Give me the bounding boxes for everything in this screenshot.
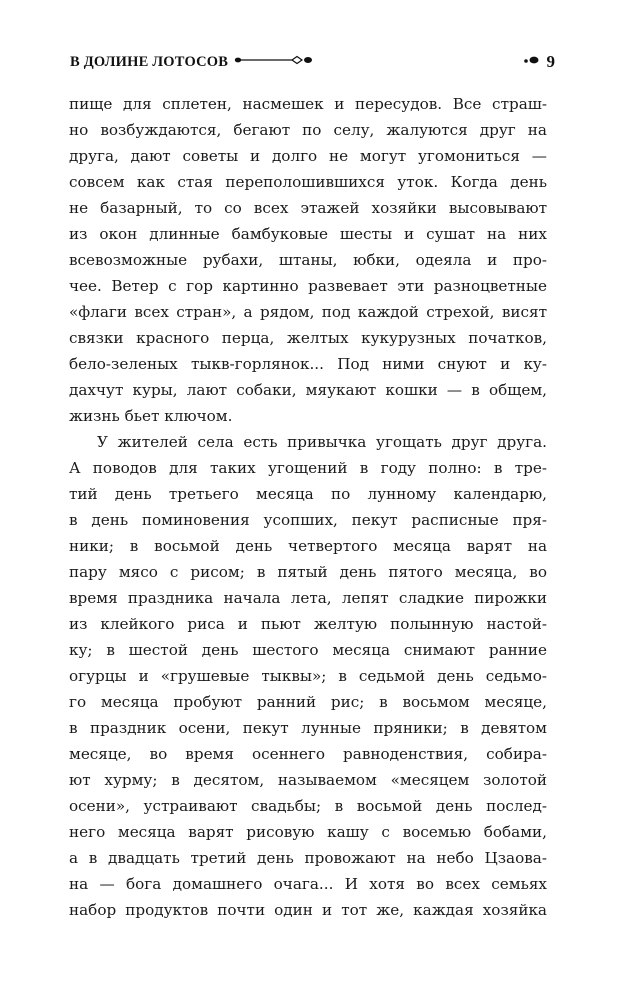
page-number: 9 — [546, 52, 555, 71]
text-line: осени», устраивают свадьбы; в восьмой день послед- — [69, 797, 547, 815]
text-line: него месяца варят рисовую кашу с восемью бобами, — [69, 823, 547, 841]
text-line: жизнь бьет ключом. — [69, 407, 233, 425]
running-head-right — [517, 52, 556, 72]
text-line: тий день третьего месяца по лунному календарю, — [69, 485, 547, 503]
text-line: не базарный, то со всех этажей хозяйки высовывают — [69, 199, 547, 217]
running-head — [70, 50, 555, 74]
body-text — [69, 91, 547, 923]
text-line: в праздник осени, пекут лунные пряники; в девятом — [69, 719, 547, 737]
text-line: пару мясо с рисом; в пятый день пятого месяца, во — [69, 563, 547, 581]
text-line: друга, дают советы и долго не могут угомониться — — [69, 147, 547, 165]
text-line: месяце, во время осеннего равноденствия, собира- — [69, 745, 547, 763]
text-line: совсем как стая переполошившихся уток. Когда день — [69, 173, 547, 191]
text-line: в день поминовения усопших, пекут расписные пря- — [69, 511, 547, 529]
text-line-paragraph-start: У жителей села есть привычка угощать друг друга. — [97, 433, 547, 451]
text-line: пище для сплетен, насмешек и пересудов. Все страш- — [69, 95, 547, 113]
text-line: связки красного перца, желтых кукурузных початков, — [69, 329, 547, 347]
text-line: из окон длинные бамбуковые шесты и сушат на них — [69, 225, 547, 243]
running-title: В ДОЛИНЕ ЛОТОСОВ — [70, 53, 229, 70]
text-line: ники; в восьмой день четвертого месяца варят на — [69, 537, 547, 555]
text-line: бело-зеленых тыкв-горлянок... Под ними снуют и ку- — [69, 355, 547, 373]
running-head-left — [70, 53, 316, 71]
text-line: го месяца пробуют ранний рис; в восьмом месяце, — [69, 693, 547, 711]
text-line: «флаги всех стран», а рядом, под каждой стрехой, висят — [69, 303, 547, 321]
text-line: дахчут куры, лают собаки, мяукают кошки — в общем, — [69, 381, 547, 399]
text-line: всевозможные рубахи, штаны, юбки, одеяла и про- — [69, 251, 547, 269]
ornament-dots-icon — [523, 53, 541, 71]
text-line: чее. Ветер с гор картинно развевает эти разноцветные — [69, 277, 547, 295]
text-line: а в двадцать третий день провожают на небо Цзаова- — [69, 849, 547, 867]
text-line: ют хурму; в десятом, называемом «месяцем золотой — [69, 771, 547, 789]
text-line: ку; в шестой день шестого месяца снимают ранние — [69, 641, 547, 659]
text-line: из клейкого риса и пьют желтую полынную настой- — [69, 615, 547, 633]
text-line: огурцы и «грушевые тыквы»; в седьмой день седьмо- — [69, 667, 547, 685]
text-line: на — бога домашнего очага... И хотя во всех семьях — [69, 875, 547, 893]
text-line: А поводов для таких угощений в году полно: в тре- — [69, 459, 547, 477]
text-line: время праздника начала лета, лепят сладкие пирожки — [69, 589, 547, 607]
text-line: но возбуждаются, бегают по селу, жалуются друг на — [69, 121, 547, 139]
text-line: набор продуктов почти один и тот же, каждая хозяйка — [69, 901, 547, 919]
ornament-line-icon — [234, 53, 316, 71]
